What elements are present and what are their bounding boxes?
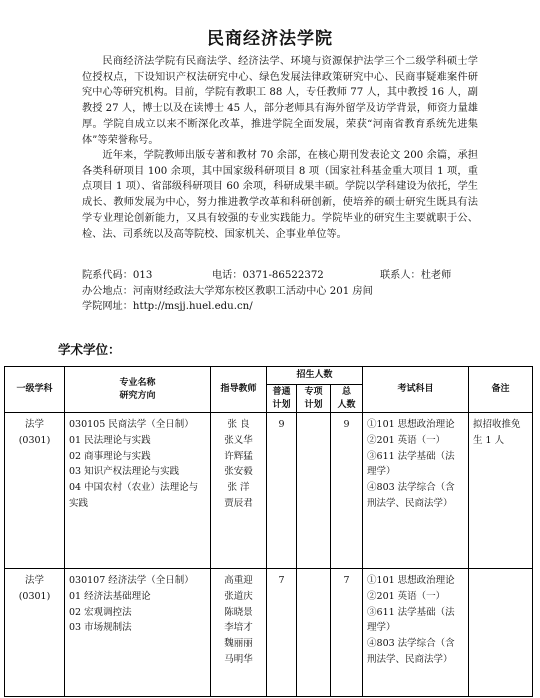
research-direction: 04 中国农村（农业）法理论与实践: [69, 482, 199, 509]
special-plan-cell: [297, 413, 331, 569]
discipline-cell: [5, 569, 65, 697]
research-direction: 02 宏观调控法: [69, 606, 132, 618]
advisor-name: 马明华: [224, 653, 253, 665]
header-major-line1: 专业名称: [119, 377, 156, 388]
header-special-line1: 专项: [304, 386, 323, 397]
total-cell: [331, 569, 363, 697]
header-total-line2: 人数: [337, 399, 356, 410]
advisor-name: 张义华: [224, 434, 253, 446]
advisors-cell: [211, 569, 267, 697]
discipline-name: 法学: [24, 419, 44, 430]
general-plan-count: 7: [278, 575, 285, 586]
contact-block: [82, 268, 482, 315]
section-title: 学术学位：: [58, 342, 121, 357]
header-total-line1: 总: [342, 386, 352, 397]
intro-paragraph-2: 近年来，学院教师出版专著和教材 70 余部，在核心期刊发表论文 200 余篇，承担各类科研项目 100 余项，其中国家级科研项目 8 项（国家社科基金重大项目 1 项，重点项目 1 项）、省部级科研项目 60 余项，科研成果丰硕。学院以学科建设为依托，学生成长、教师发展为中心，努力推进教学改革和科研创新，使培养的硕士研究生既具有法学专业理论创新能力，又具有较强的专业实践能力。学院毕业的研究生主要就职于公、检、法、司系统以及高等院校、国家机关、企事业单位等。: [82, 150, 478, 240]
special-plan-cell: [297, 569, 331, 697]
header-advisors: 指导教师: [211, 367, 267, 413]
exam-subject: ④803 法学综合（含刑法学、民商法学）: [367, 638, 455, 665]
advisor-name: 张安毅: [224, 466, 253, 478]
phone-number: 电话：0371-86522372: [212, 270, 324, 281]
advisors-cell: [211, 413, 267, 569]
advisor-name: 高重迎: [224, 575, 253, 586]
exams-cell: [363, 413, 469, 569]
header-exams: 考试科目: [363, 367, 469, 413]
discipline-cell: [5, 413, 65, 569]
total-count: 7: [343, 575, 350, 586]
intro-paragraph-1: 民商经济法学院有民商法学、经济法学、环境与资源保护法学三个二级学科硕士学位授权点，下设知识产权法研究中心、绿色发展法律政策研究中心、民商事疑难案件研究中心等研究机构。目前，学院有教职工 88 人，专任教师 77 人，其中教授 16 人，副教授 27 人，博士以及在读博士 45 人，部分老师具有海外留学及访学背景，师资力量雄厚。学院自成立以来不断深化改革，推进学院全面发展，荣获“河南省教育系统先进集体”等荣誉称号。: [82, 56, 478, 146]
total-count: 9: [343, 419, 350, 430]
notes-cell: [469, 569, 533, 697]
header-notes: 备注: [469, 367, 533, 413]
exam-subject: ②201 英语（一）: [367, 434, 446, 446]
exams-cell: [363, 569, 469, 697]
notes-text: [469, 569, 532, 573]
office-address: 办公地点：河南财经政法大学郑东校区教职工活动中心 201 房间: [82, 285, 373, 297]
header-general-line1: 普通: [272, 386, 291, 397]
research-direction: 01 民法理论与实践: [69, 434, 151, 446]
header-major: [65, 367, 211, 413]
exam-subject: ②201 英语（一）: [367, 590, 446, 602]
discipline-code: (0301): [18, 590, 51, 602]
discipline-code: (0301): [18, 434, 51, 446]
header-special-line2: 计划: [304, 399, 323, 410]
general-plan-cell: [267, 413, 297, 569]
special-plan-count: [297, 413, 330, 417]
advisor-name: 魏丽丽: [224, 638, 253, 650]
discipline-name: 法学: [24, 575, 44, 586]
contact-row-1: [82, 268, 482, 284]
exam-subject: ③611 法学基础（法理学）: [367, 450, 455, 478]
major-name: 030107 经济法学（全日制）: [69, 575, 194, 586]
exam-subject: ④803 法学综合（含刑法学、民商法学）: [367, 482, 455, 509]
research-direction: 02 商事理论与实践: [69, 450, 151, 462]
header-general: [267, 385, 297, 413]
research-direction: 01 经济法基础理论: [69, 590, 151, 602]
contact-person: 联系人：杜老师: [380, 270, 452, 281]
research-direction: 03 市场规制法: [69, 622, 132, 634]
exam-subject: ③611 法学基础（法理学）: [367, 606, 455, 634]
major-name: 030105 民商法学（全日制）: [69, 419, 194, 430]
advisor-name: 陈晓景: [224, 606, 253, 618]
table-row: [5, 413, 533, 569]
advisor-name: 李培才: [224, 622, 253, 634]
page-title: 民商经济法学院: [207, 29, 333, 49]
total-cell: [331, 413, 363, 569]
advisor-name: 张道庆: [224, 590, 253, 602]
major-cell: [65, 413, 211, 569]
advisor-name: 许辉猛: [224, 450, 253, 462]
header-special: [297, 385, 331, 413]
notes-cell: [469, 413, 533, 569]
advisor-name: 张 良: [227, 419, 250, 430]
header-total: [331, 385, 363, 413]
advisor-name: 张 洋: [227, 482, 250, 494]
program-table: [4, 366, 533, 697]
special-plan-count: [297, 569, 330, 573]
notes-text: 拟招收推免生 1 人: [473, 419, 521, 446]
advisor-name: 贾辰君: [224, 497, 253, 509]
general-plan-count: 9: [278, 419, 285, 430]
department-code: 院系代码：013: [82, 270, 153, 281]
table-row: [5, 569, 533, 697]
exam-subject: ①101 思想政治理论: [367, 575, 455, 586]
exam-subject: ①101 思想政治理论: [367, 419, 455, 430]
major-cell: [65, 569, 211, 697]
research-direction: 03 知识产权法理论与实践: [69, 466, 180, 478]
header-general-line2: 计划: [272, 399, 291, 410]
header-major-line2: 研究方向: [119, 390, 156, 401]
website-url: 学院网址：http://msjj.huel.edu.cn/: [82, 301, 253, 313]
header-discipline: 一级学科: [5, 367, 65, 413]
header-enroll: 招生人数: [267, 367, 363, 385]
general-plan-cell: [267, 569, 297, 697]
